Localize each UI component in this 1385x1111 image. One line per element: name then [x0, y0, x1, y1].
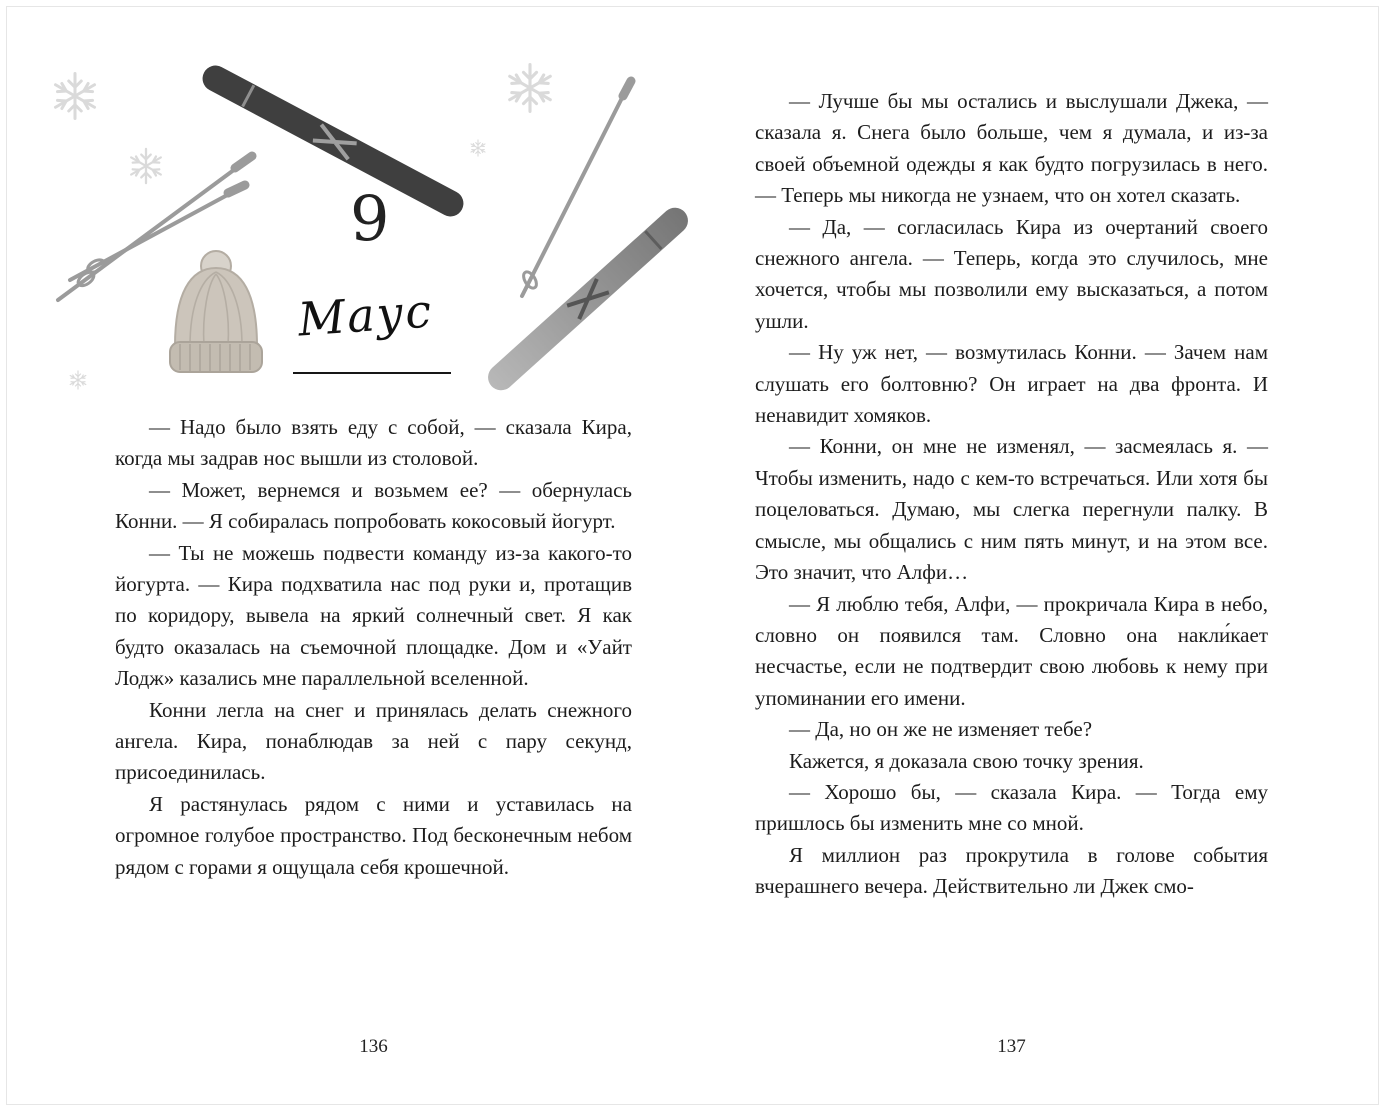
paragraph: — Я люблю тебя, Алфи, — прокричала Кира в небо, словно он появился там. Словно она накли́кает несчастье, если не подтвердит свою любовь к нему при упоминании его имени.: [755, 591, 1268, 710]
paragraph: Я миллион раз прокрутила в голове события вчерашнего вечера. Действительно ли Джек смо-: [755, 842, 1268, 899]
chapter-title: Маус: [296, 283, 435, 347]
page-left: [0, 0, 692, 1111]
paragraph: — Да, но он же не изменяет тебе?: [789, 717, 1093, 742]
paragraph: Я растянулась рядом с ними и уставилась на огромное голубое пространство. Под бесконечным небом рядом с горами я ощущала себя крошечной.: [115, 791, 632, 879]
paragraph: — Лучше бы мы остались и выслушали Джека, — сказала я. Снега было больше, чем я думала, и из-за своей объемной одежды я как будто погрузилась в него. — Теперь мы никогда не узнаем, что он хотел сказать.: [755, 89, 1268, 208]
paragraph: — Да, — согласилась Кира из очертаний своего снежного ангела. — Теперь, когда это случилось, мне хочется, чтобы мы позволили ему высказаться, а потом ушли.: [755, 214, 1268, 333]
paragraph: — Ну уж нет, — возмутилась Конни. — Зачем нам слушать его болтовню? Он играет на два фронта. И ненавидит хомяков.: [755, 340, 1268, 428]
page-number-left: 136: [359, 1036, 388, 1057]
chapter-title-underline: [293, 372, 451, 374]
paragraph: Конни легла на снег и принялась делать снежного ангела. Кира, понаблюдав за ней с пару секунд, присоединилась.: [115, 697, 632, 785]
left-page-text: [115, 412, 632, 883]
page-number-right: 137: [997, 1036, 1026, 1057]
paragraph: — Конни, он мне не изменял, — засмеялась я. — Чтобы изменить, надо с кем-то встречаться. Или хотя бы поцеловаться. Думаю, мы слегка перегнули палку. В смысле, мы общались с ним пять минут, и на этом все. Это значит, что Алфи…: [755, 434, 1268, 585]
beanie-icon: [170, 251, 262, 372]
ski-icon: [483, 202, 690, 395]
ski-icon: [198, 61, 468, 221]
page-right: [692, 0, 1385, 1111]
paragraph: — Ты не можешь подвести команду из-за какого-то йогурта. — Кира подхватила нас под руки и, протащив по коридору, вывела на яркий солнечный свет. Я как будто оказалась на съемочной площадке. Дом и «Уайт Лодж» казались мне параллельной вселенной.: [115, 540, 632, 691]
paragraph: — Хорошо бы, — сказала Кира. — Тогда ему пришлось бы изменить мне со мной.: [755, 779, 1268, 836]
chapter-number: 9: [350, 182, 390, 255]
paragraph: — Может, вернемся и возьмем ее? — обернулась Конни. — Я собиралась попробовать кокосовый йогурт.: [115, 477, 632, 534]
right-page-text: [755, 86, 1268, 903]
paragraph: Кажется, я доказала свою точку зрения.: [789, 748, 1144, 773]
paragraph: — Надо было взять еду с собой, — сказала Кира, когда мы задрав нос вышли из столовой.: [115, 415, 632, 471]
